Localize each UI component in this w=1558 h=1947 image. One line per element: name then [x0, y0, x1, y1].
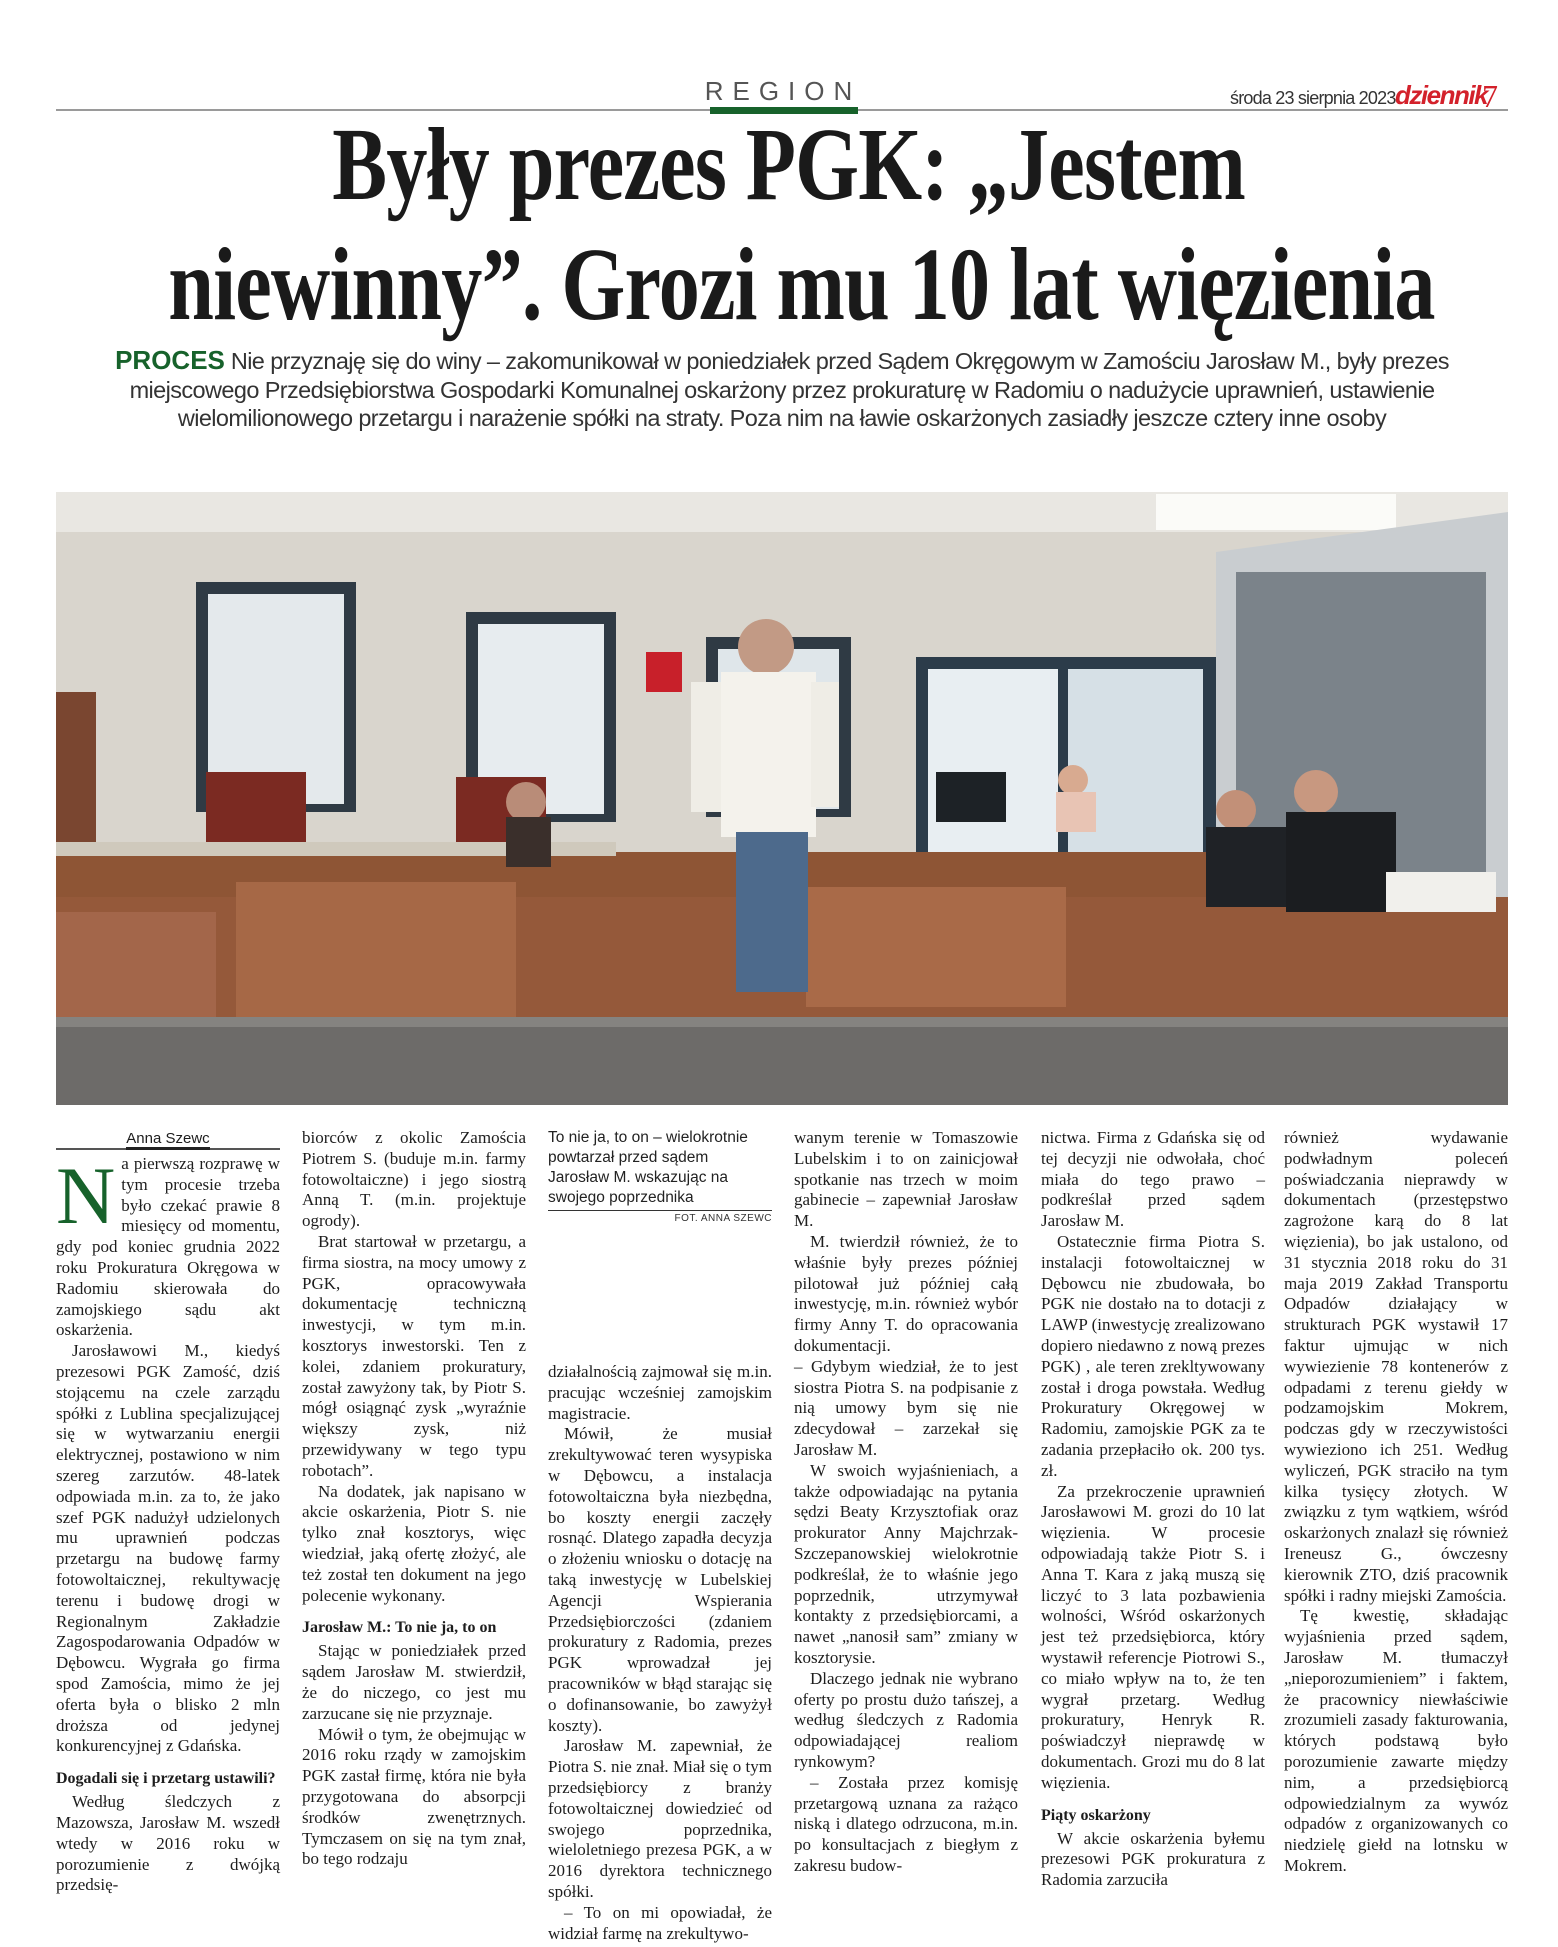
paragraph: Mówił, że musiał zrekultywować teren wysypiska w Dębowcu, a instalacja fotowoltaiczna była niezbędna, bo koszty energii zaczęły rosnąć. Dlatego zapadła decyzja o złożeniu wniosku o dotację na taką inwestycję w Lubelskiej Agencji Wspierania Przedsiębiorczości (zdaniem prokuratury z Radomia, prezes PGK wprowadzał jej pracowników w błąd starając się o dofinansowanie, bo zawyżył koszty).	[548, 1424, 772, 1735]
lead-text: Nie przyznaję się do winy – zakomunikował w poniedziałek przed Sądem Okręgowym w Zamościu Jarosław M., były prezes miejscowego Przedsiębiorstwa Gospodarki Komunalnej oskarżony przez prokuraturę w Radomiu o nadużycie uprawnień, ustawienie wielomilionowego przetargu i narażenie spółki na straty. Poza nim na ławie oskarżonych zasiadły jeszcze cztery inne osoby	[129, 348, 1449, 432]
lead-kicker: PROCES	[115, 345, 225, 375]
article-column-1	[56, 1128, 280, 1896]
byline	[56, 1130, 280, 1150]
headline-line-2	[0, 227, 1558, 342]
newspaper-logo: dziennik	[1395, 80, 1488, 110]
paragraph: a pierwszą rozprawę w tym procesie trzeba było czekać prawie 8 miesięcy od momentu, gdy pod koniec grudnia 2022 roku Prokuratura Okręgowa w Radomiu skierowała do zamojskiego sądu akt oskarżenia.	[56, 1154, 280, 1340]
column-spacer	[548, 1224, 772, 1362]
paragraph: Na dodatek, jak napisano w akcie oskarżenia, Piotr S. nie tylko znał kosztorys, więc wiedział, jaką ofertę złożyć, ale też został ten dokument na jego polecenie wykonany.	[302, 1481, 526, 1605]
paragraph: działalnością zajmował się m.in. pracując wcześniej zamojskim magistracie.	[548, 1362, 772, 1423]
subheading: Jarosław M.: To nie ja, to on	[302, 1619, 497, 1637]
paragraph: Jarosławowi M., kiedyś prezesowi PGK Zamość, dziś stojącemu na czele zarządu spółki z Lublina specjalizującej się w wytwarzaniu energii elektrycznej, postawiono w nim szereg zarzutów. 48-latek odpowiada m.in. za to, że jako szef PGK nadużył udzielonych mu uprawnień podczas przetargu na budowę farmy fotowoltaicznej, rekultywację terenu i budowę drogi w Regionalnym Zakładzie Zagospodarowania Odpadów w Dębowcu. Wygrała go firma spod Zamościa, mimo że jej oferta była o blisko 2 mln droższa od jedynej konkurencyjnej z Gdańska.	[56, 1341, 280, 1756]
lead-paragraph	[56, 346, 1508, 433]
article-column-5	[1041, 1128, 1265, 1891]
paragraph: Tę kwestię, składając wyjaśnienia przed sądem, Jarosław M. tłumaczył „nieporozumieniem” i faktem, że pracownicy niewłaściwie zrozumieli zasady fakturowania, których podstawą było porozumienie zawarte między nim, a przedsiębiorcą odpowiedzialnym za wywóz odpadów z organizowanych co niedzielę giełd na lotnsku w Mokrem.	[1284, 1606, 1508, 1875]
article-photo-courtroom	[56, 492, 1508, 1105]
headline-text: Były prezes PGK: „Jestem	[332, 107, 1246, 222]
paragraph: Stając w poniedziałek przed sądem Jarosław M. stwierdził, że do niczego, co jest mu zarzucane się nie przyznaje.	[302, 1641, 526, 1723]
drop-cap: N	[56, 1150, 116, 1241]
paragraph: Mówił o tym, że obejmując w 2016 roku rządy w zamojskim PGK zastał firmę, która nie była przygotowana do absorpcji środków zwenętrznych. Tymczasem on się na tym znał, bo tego rodzaju	[302, 1724, 526, 1869]
photo-credit: FOT. ANNA SZEWC	[674, 1213, 772, 1224]
headline-line-1	[0, 107, 1558, 222]
paragraph: – To on mi opowiadał, że widział farmę na zrekultywo-	[548, 1902, 772, 1943]
article-column-2	[302, 1128, 526, 1870]
article-column-4	[794, 1128, 1018, 1877]
article-column-6	[1284, 1128, 1508, 1877]
paragraph: również wydawanie podwładnym poleceń poświadczania nieprawdy w dokumentach (przestępstwo zagrożone karą do 8 lat więzienia), bo jak ustalono, od 31 stycznia 2018 roku do 31 maja 2019 Zakład Transportu Odpadów działający w strukturach PGK wystawił 17 faktur ujmując w nich wywiezienie 78 kontenerów z odpadami z terenu giełdy w podzamojskim Mokrem, podczas gdy w rzeczywistości wywieziono ich 251. Według wyliczeń, PGK straciło na tym kilka tysięcy złotych. W związku z tym wątkiem, wśród oskarżonych znalazł się również Ireneusz G., ówczesny kierownik ZTO, dziś pracownik spółki i radny miejski Zamościa.	[1284, 1128, 1508, 1605]
subheading: Dogadali się i przetarg ustawili?	[56, 1770, 276, 1788]
paragraph: – Gdybym wiedział, że to jest siostra Piotra S. na podpisanie z nią umowy bym się nie zdecydował – zarzekał się Jarosław M.	[794, 1356, 1018, 1459]
article-column-3	[548, 1128, 772, 1944]
paragraph: M. twierdził również, że to właśnie były prezes później pilotował już później całą inwestycję, m.in. również wybór firmy Anny T. do opracowania dokumentacji.	[794, 1231, 1018, 1355]
paragraph: Jarosław M. zapewniał, że Piotra S. nie znał. Miał się o tym przedsiębiorcy z branży fotowoltaicznej dowiedzieć od swojego poprzednika, wieloletniego prezesa PGK, a w 2016 dyrektora technicznego spółki.	[548, 1736, 772, 1901]
issue-date: środa 23 sierpnia 2023	[1230, 88, 1396, 108]
paragraph: W akcie oskarżenia byłemu prezesowi PGK prokuratura z Radomia zarzuciła	[1041, 1828, 1265, 1890]
author-name: Anna Szewc	[126, 1130, 209, 1150]
paragraph: nictwa. Firma z Gdańska się od tej decyzji nie odwołała, choć miała do tego prawo – podkreślał przed sądem Jarosław M.	[1041, 1128, 1265, 1231]
headline-text: niewinny”. Grozi mu 10 lat więzienia	[168, 227, 1435, 342]
paragraph: W swoich wyjaśnieniach, a także odpowiadając na pytania sędzi Beaty Krzysztofiak oraz prokurator Anny Majchrzak-Szczepanowskiej wielokrotnie podkreślał, że to właśnie jego poprzednik, utrzymywał kontakty z przedsiębiorcami, a nawet „nanosił sam” zmiany w kosztorysie.	[794, 1460, 1018, 1667]
paragraph: – Została przez komisję przetargową uznana za rażąco niską i dlatego odrzucona, m.in. po konsultacjach z biegłym z zakresu budow-	[794, 1772, 1018, 1875]
photo-caption: To nie ja, to on – wielokrotnie powtarzał przed sądem Jarosław M. wskazując na swojego poprzednika	[548, 1128, 772, 1211]
courtroom-illustration	[56, 492, 1508, 1105]
paragraph: wanym terenie w Tomaszowie Lubelskim i to on zainicjował spotkanie nas trzech w moim gabinecie – zapewniał Jarosław M.	[794, 1128, 1018, 1231]
paragraph: Za przekroczenie uprawnień Jarosławowi M. grozi do 10 lat więzienia. W procesie odpowiadają także Piotr S. i Anna T. Kara z jaką muszą się liczyć to 3 lata pozbawienia wolności, Wśród oskarżonych jest też przedsiębiorca, który wystawił referencje Piotrowi S., co miało wpływ na to, że ten wygrał przetarg. Według prokuratury, Henryk R. poświadczył nieprawdę w dokumentach. Grozi mu do 8 lat więzienia.	[1041, 1481, 1265, 1792]
page-number: 7	[1482, 78, 1498, 114]
paragraph: Według śledczych z Mazowsza, Jarosław M. wszedł wtedy w 2016 roku w porozumienie z dwójką przedsię-	[56, 1792, 280, 1895]
subheading: Piąty oskarżony	[1041, 1806, 1151, 1824]
paragraph: Dlaczego jednak nie wybrano oferty po prostu dużo tańszej, a według śledczych z Radomia odpowiadającej realiom rynkowym?	[794, 1668, 1018, 1771]
paragraph: biorców z okolic Zamościa Piotrem S. (buduje m.in. farmy fotowoltaiczne) i jego siostrą Anną T. (m.in. projektuje ogrody).	[302, 1128, 526, 1231]
paragraph: Brat startował w przetargu, a firma siostra, na mocy umowy z PGK, opracowywała dokumentację techniczną inwestycji, w tym m.in. kosztorys inwestorski. Ten z kolei, zdaniem prokuratury, został zawyżony tak, by Piotr S. mógł osiągnąć zysk „wyraźnie większy zysk, niż przewidywany w tego typu robotach”.	[302, 1231, 526, 1480]
section-label: REGION	[704, 76, 862, 106]
paragraph: Ostatecznie firma Piotra S. instalacji fotowoltaicznej w Dębowcu nie zbudowała, bo PGK nie dostało na to dotacji z LAWP (inwestycję zrealizowano dopiero niedawno z nową prezes PGK) , ale teren zrekltywowany został i droga powstała. Według Prokuratury Okręgowej w Radomiu, zamojskie PGK za te zadania przepłaciło ok. 200 tys. zł.	[1041, 1231, 1265, 1480]
